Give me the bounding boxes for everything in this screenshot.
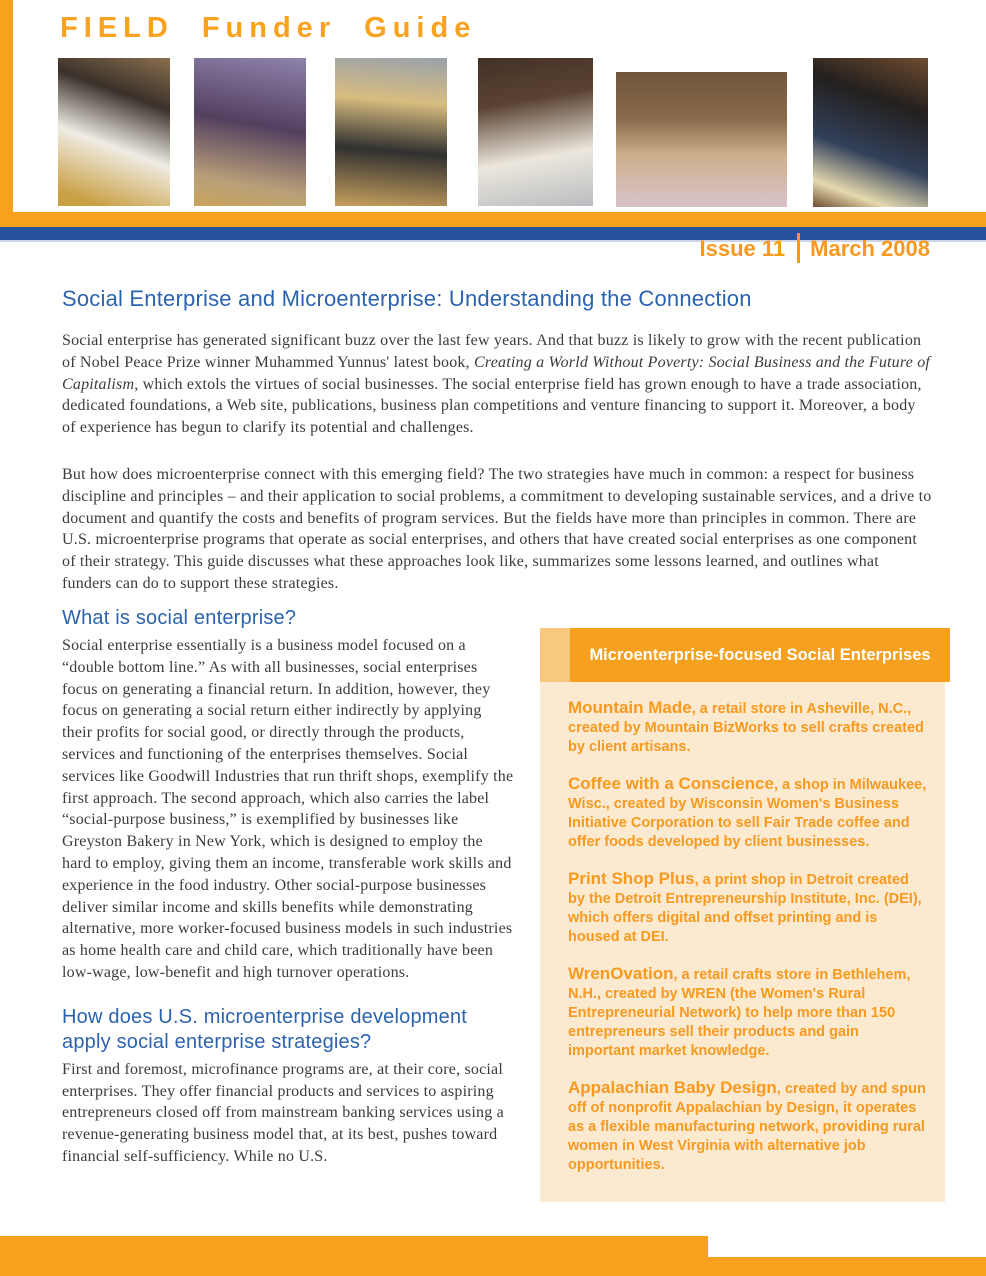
sidebar-header-tab: [540, 628, 570, 682]
sidebar-item-wrenovation: [568, 964, 929, 1061]
article-intro: [62, 330, 932, 620]
book-title-italic: Creating a World Without Poverty: Social Business and the Future of Capitalism: [62, 353, 931, 393]
sidebar-item-appalachian-baby-design: [568, 1078, 929, 1175]
sidebar-item-mountain-made: [568, 698, 929, 757]
sidebar-title: Microenterprise-focused Social Enterprises: [570, 628, 950, 682]
photo-bookstore-woman: [813, 58, 928, 207]
intro-paragraph-1: [62, 330, 932, 439]
photo-store-couple: [616, 72, 787, 207]
section-body-how-does-microenterprise-apply: First and foremost, microfinance programs are, at their core, social enterprises. They offer financial products and services to aspiring entrepreneurs closed off from mainstream banking services using a revenue-generating business model that, at its best, pushes toward financial self-sufficiency. While no U.S.: [62, 1060, 504, 1165]
section-heading-how-does-microenterprise-apply: How does U.S. microenterprise development apply social enterprise strategies?: [62, 1005, 468, 1053]
left-edge-accent-bar: [0, 0, 13, 227]
sidebar-item-description: , a print shop in Detroit created by the Detroit Entrepreneurship Institute, Inc. (DEI), which offers digital and offset printing and is housed at DEI.: [568, 872, 922, 945]
issue-label: Issue 11: [699, 236, 786, 261]
date-label: March 2008: [810, 236, 930, 261]
issue-date-line: [700, 233, 931, 263]
sidebar-item-name: Print Shop Plus: [568, 869, 695, 888]
sidebar-item-coffee-with-a-conscience: [568, 774, 929, 852]
sidebar-item-name: Appalachian Baby Design: [568, 1078, 777, 1097]
intro-paragraph-2: But how does microenterprise connect with this emerging field? The two strategies have much in common: a respect for business discipline and principles – and their application to social problems, a commitment to developing sustainable services, and a drive to document and quantify the costs and benefits of program services. But the fields have more than principles in common. There are U.S. microenterprise programs that operate as social enterprises, and others that have created social enterprises as one component of their strategy. This guide discusses what these approaches look like, summarizes some lessons learned, and outlines what funders can do to support these strategies.: [62, 465, 932, 592]
sidebar-item-name: Mountain Made: [568, 698, 692, 717]
sidebar-item-description: , a shop in Milwaukee, Wisc., created by Wisconsin Women's Business Initiative Corporation to sell Fair Trade coffee and offer foods developed by client businesses.: [568, 777, 927, 850]
section-body-what-is-social-enterprise: Social enterprise essentially is a business model focused on a “double bottom line.” As with all businesses, social enterprises focus on generating a financial return. In addition, however, they focus on generating a social return either indirectly by applying their profits for social good, or directly through the products, services and functioning of the enterprises themselves. Social services like Goodwill Industries that run thrift shops, exemplify the first approach. The second approach, which also carries the label “social-purpose business,” is exemplified by businesses like Greyston Bakery in New York, which is designed to employ the hard to employ, giving them an income, transferable work skills and experience in the food industry. Other social-purpose businesses deliver similar income and skills benefits while demonstrating alternative, more worker-focused business models in such industries as home health care and child care, which traditionally have been low-wage, low-benefit and high turnover operations.: [62, 637, 514, 981]
intro-1-text-continued: , which extols the virtues of social businesses. The social enterprise field has grown enough to have a trade association, dedicated foundations, a Web site, publications, business plan competitions and venture financing to support it. Moreover, a body of experience has begun to clarify its potential and challenges.: [62, 375, 922, 437]
sidebar-panel: [540, 682, 945, 1202]
sidebar-item-name: Coffee with a Conscience: [568, 774, 774, 793]
bottom-accent-bar: [0, 1257, 986, 1276]
photo-chef-slicing: [58, 58, 170, 206]
orange-divider-bar: [0, 212, 986, 227]
page-title: FIELD Funder Guide: [60, 12, 477, 44]
section-heading-what-is-social-enterprise: What is social enterprise?: [62, 607, 297, 629]
sidebar-item-description: , created by and spun off of nonprofit Appalachian by Design, it operates as a flexible manufacturing network, providing rural women in West Virginia with alternative job opportunities.: [568, 1081, 926, 1173]
intro-1-text: Social enterprise has generated significant buzz over the last few years. And that buzz is likely to grow with the recent publication of Nobel Peace Prize winner Muhammed Yunnus' latest book,: [62, 332, 922, 371]
sidebar-item-print-shop-plus: [568, 869, 929, 947]
photo-baker-with-pan: [478, 58, 593, 206]
issue-date-divider: [797, 233, 800, 263]
photo-craftswoman: [194, 58, 306, 206]
sidebar-item-name: WrenOvation: [568, 964, 674, 983]
photo-woman-shop-table: [335, 58, 447, 206]
article-left-column: [62, 606, 514, 1189]
article-headline: Social Enterprise and Microenterprise: Understanding the Connection: [62, 286, 752, 311]
sidebar-item-description: , a retail crafts store in Bethlehem, N.H., created by WREN (the Women's Rural Entrepreneurial Network) to help more than 150 entrepreneurs sell their products and gain important market knowledge.: [568, 967, 911, 1059]
sidebar-item-description: , a retail store in Asheville, N.C., created by Mountain BizWorks to sell crafts created by client artisans.: [568, 701, 924, 755]
